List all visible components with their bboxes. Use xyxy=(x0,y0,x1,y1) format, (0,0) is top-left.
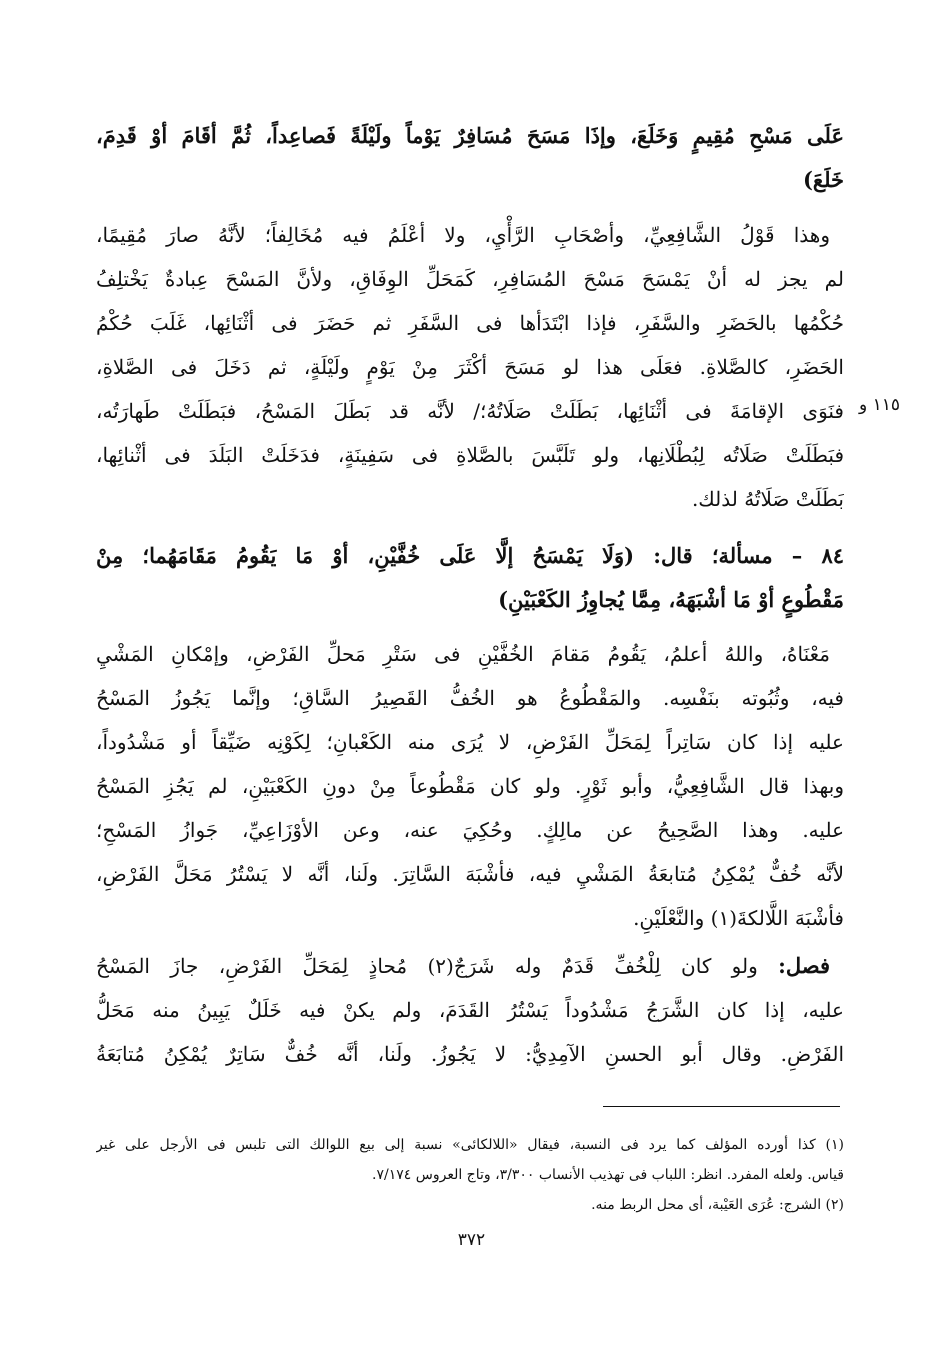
matn-continuation xyxy=(96,114,844,202)
text-line: فيه، وثُبُوته بنَفْسِه. والمَقْطُوعُ هو الخُفُّ القَصِيرُ السَّاقِ؛ وإنَّما يَجُوزُ المَسْحُ xyxy=(96,686,844,710)
text-line: مَقْطُوعٍ أوْ مَا أشْبَهَهُ، مِمَّا يُجاوِزُ الكَعْبَيْنِ) xyxy=(498,587,844,612)
fasl-label: فصل: xyxy=(778,953,830,978)
text-line: خَلَعَ) xyxy=(802,167,844,192)
text-line: ٨٤ – مسألة؛ قال: (وَلَا يَمْسَحُ إلَّا عَلَى خُفَّيْنِ، أوْ مَا يَقُومُ مَقَامَهُما؛ مِنْ xyxy=(96,543,844,568)
text-line: الحَضَرِ، كالصَّلاةِ. فعَلَى هذا لو مَسَحَ أكْثَرَ مِنْ يَوْمٍ ولَيْلَةٍ، ثم دَخَلَ فى الصَّلاةِ، xyxy=(96,355,844,379)
footnote-line: قياس. ولعله المفرد. انظر: اللباب فى تهذيب الأنساب ٣/٣٠٠، وتاج العروس ٧/١٧٤. xyxy=(372,1167,844,1183)
footnote-line: (١) كذا أورده المؤلف كما يرد فى النسبة، فيقال «اللالكائى» نسبة إلى بيع اللوالك التى تلبس فى الأرجل على غير xyxy=(96,1137,844,1153)
fasl-paragraph xyxy=(96,944,844,1076)
text-line: عَلَى مَسْحِ مُقِيمٍ وَخَلَعَ، وإذَا مَسَحَ مُسَافِرٌ يَوْماً ولَيْلَةً فَصاعِداً، ثُمَّ أقَامَ أوْ قَدِمَ، xyxy=(96,123,844,148)
text-line: عليه. وهذا الصَّحِيحُ عن مالِكٍ. وحُكِيَ عنه، وعن الأوْزَاعِيِّ، جَوازُ المَسْحِ؛ xyxy=(96,818,844,842)
text-line: لأنَّه خُفٌّ يُمْكِنُ مُتابعَةُ المَشْيِ فيه، فأشْبَهَ السَّاتِرَ. ولَنا، أنَّه لا يَسْتُرُ مَحَلَّ الفَرْضِ، xyxy=(96,862,844,886)
text-line: فنَوَى الإقامَةَ فى أثْنَائِها، بَطَلَتْ صَلَاتُهُ؛/ لأنَّه قد بَطَلَ المَسْحُ، فبَطَلَتْ طَهارَتُه، xyxy=(96,399,844,423)
text-line: عليه، إذا كان الشَّرَجُ مَشْدُوداً يَسْتُرُ القَدَمَ، ولم يكنْ فيه خَلَلٌ يَبِينُ منه مَحَلُّ xyxy=(96,998,844,1022)
commentary-paragraph-2 xyxy=(96,632,844,940)
text-line: فأشْبَهَ اللَّالكةَ(١) والنَّعْلَيْنِ. xyxy=(633,906,844,930)
footnote-separator xyxy=(603,1106,840,1107)
text-line: وهذا قَوْلُ الشَّافِعِيِّ، وأصْحَابِ الرَّأْيِ، ولا أعْلَمُ فيه مُخَالِفاً؛ لأنَّهُ صارَ مُقِيمًا، xyxy=(96,223,830,247)
margin-folio-note: ١١٥ و xyxy=(858,395,900,415)
text-line: بَطَلَتْ صَلَاتُهُ لذلك. xyxy=(691,487,844,511)
footnotes xyxy=(96,1130,844,1220)
text-line: عليه إذا كان سَاتِراً لِمَحَلِّ الفَرْضِ، لا يُرَى منه الكَعْبانِ؛ لِكَوْنِه ضَيِّقاً أو مَشْدُوداً، xyxy=(96,730,844,754)
text-line: فبَطَلَتْ صَلَاتُه لِبُطْلَانِها، ولو تَلَبَّسَ بالصَّلاةِ فى سَفِينَةٍ، فدَخَلَتْ البَلَدَ فى أثْنائِها، xyxy=(96,443,844,467)
page-number: ٣٧٢ xyxy=(457,1230,486,1250)
text-line: حُكْمُها بالحَضَرِ والسَّفَرِ، فإذا ابْتَدَأها فى السَّفَرِ ثم حَضَرَ فى أثْنَائِها، غَلَبَ حُكْمُ xyxy=(96,311,844,335)
text-line: لم يجز له أنْ يَمْسَحَ مَسْحَ المُسَافِرِ، كَمَحَلِّ الوِفَاقِ، ولأنَّ المَسْحَ عِبادةٌ يَخْتلِفُ xyxy=(96,267,844,291)
text-line: وبهذا قال الشَّافِعِيُّ، وأبو ثَوْرٍ. ولو كان مَقْطُوعاً مِنْ دونِ الكَعْبَيْنِ، لم يَجُزِ المَسْحُ xyxy=(96,774,844,798)
text-line-content: ولو كان لِلْخُفِّ قَدَمٌ وله شَرَجٌ(٢) مُحاذٍ لِمَحَلِّ الفَرْضِ، جازَ المَسْحُ xyxy=(96,954,758,978)
masala-84-heading xyxy=(96,534,844,622)
text-line: مَعْنَاهُ، واللهُ أعلمُ، يَقُومُ مَقامَ الخُفَّيْنِ فى سَتْرِ مَحلِّ الفَرْضِ، وإمْكانِ المَشْيِ xyxy=(96,642,830,666)
text-line: الفَرْضِ. وقال أبو الحسنِ الآمِدِيُّ: لا يَجُوزُ. ولَنا، أنَّه خُفٌّ سَاتِرٌ يُمْكِنُ مُتابَعَةُ xyxy=(96,1042,844,1066)
text-line xyxy=(96,944,844,988)
commentary-paragraph-1 xyxy=(96,213,844,521)
footnote-line: (٢) الشرج: عُرَى العَيْبة، أى محل الربط منه. xyxy=(591,1197,844,1213)
